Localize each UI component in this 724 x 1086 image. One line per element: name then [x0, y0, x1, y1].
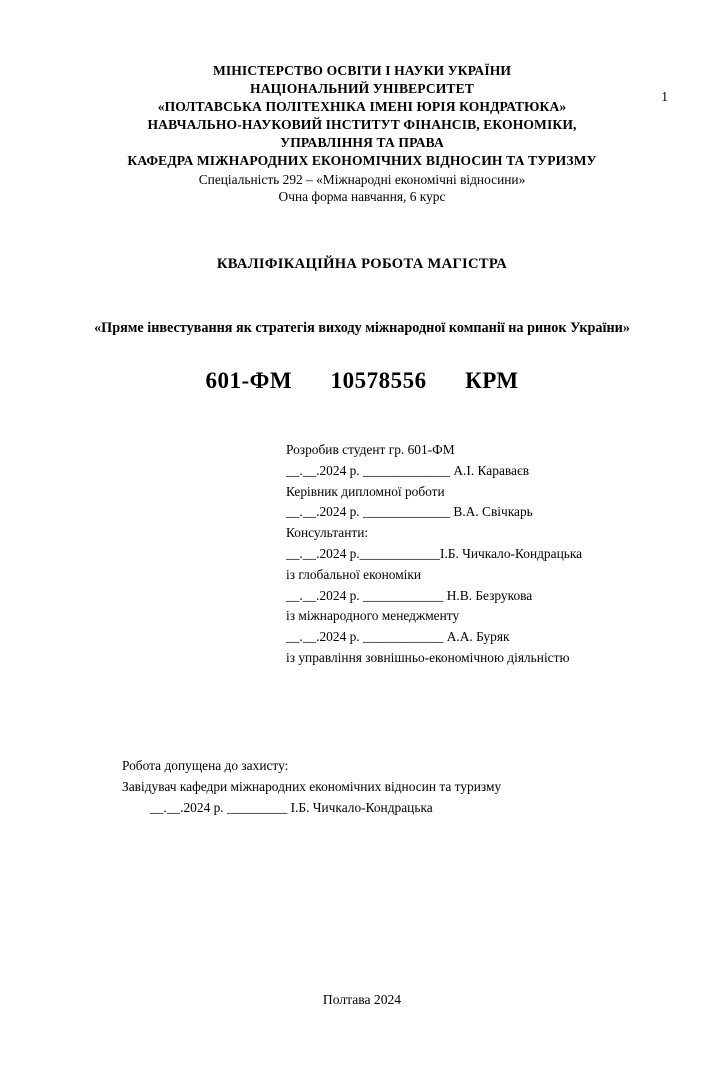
study-form-line: Очна форма навчання, 6 курс [278, 189, 446, 205]
code-suffix: КРМ [465, 368, 519, 394]
signature-row: __.__.2024 р. ____________ Н.В. Безрукова [286, 587, 533, 603]
signature-row: __.__.2024 р. _____________ А.І. Караваєв [286, 462, 530, 478]
signature-row: Керівник дипломної роботи [286, 483, 445, 499]
signature-row: Консультанти: [286, 525, 369, 541]
code-group: 601-ФМ [205, 368, 293, 394]
signature-row: __.__.2024 р.____________І.Б. Чичкало-Кондрацька [286, 546, 583, 561]
header-line-ministry: МІНІСТЕРСТВО ОСВІТИ І НАУКИ УКРАЇНИ [212, 63, 512, 78]
signature-row: __.__.2024 р. ____________ А.А. Буряк [286, 629, 510, 645]
specialty-line: Спеціальність 292 – «Міжнародні економічні відносини» [198, 171, 526, 187]
footer-city-year: Полтава 2024 [322, 992, 402, 1007]
header-line-department: КАФЕДРА МІЖНАРОДНИХ ЕКОНОМІЧНИХ ВІДНОСИН ТА ТУРИЗМУ [127, 152, 597, 168]
page-number: 1 [661, 89, 668, 104]
approval-line-2: Завідувач кафедри міжнародних економічних відносин та туризму [122, 778, 502, 794]
signature-row: із управління зовнішньо-економічною діяльністю [286, 649, 570, 665]
signature-row: __.__.2024 р. _____________ В.А. Свічкарь [286, 504, 533, 520]
signature-row: із міжнародного менеджменту [286, 608, 460, 624]
header-line-institute-1: НАВЧАЛЬНО-НАУКОВИЙ ІНСТИТУТ ФІНАНСІВ, ЕКОНОМІКИ, [147, 116, 577, 132]
header-line-university-name: «ПОЛТАВСЬКА ПОЛІТЕХНІКА ІМЕНІ ЮРІЯ КОНДРАТЮКА» [157, 98, 567, 114]
header-line-university: НАЦІОНАЛЬНИЙ УНІВЕРСИТЕТ [250, 80, 474, 96]
specialty-block [0, 171, 724, 206]
institution-header [0, 62, 724, 170]
code-number: 10578556 [330, 368, 427, 394]
signatures-block [286, 440, 724, 668]
signature-row: із глобальної економіки [286, 566, 422, 582]
approval-block [122, 755, 724, 819]
document-title: «Пряме інвестування як стратегія виходу міжнародної компанії на ринок України» [94, 320, 630, 336]
header-line-institute-2: УПРАВЛІННЯ ТА ПРАВА [280, 134, 444, 150]
approval-line-1: Робота допущена до захисту: [122, 757, 289, 773]
approval-line-3: __.__.2024 р. _________ І.Б. Чичкало-Кондрацька [150, 799, 433, 815]
document-code [0, 368, 724, 394]
signature-row: Розробив студент гр. 601-ФМ [286, 442, 455, 458]
document-page [0, 62, 724, 1086]
document-type: КВАЛІФІКАЦІЙНА РОБОТА МАГІСТРА [216, 256, 508, 272]
